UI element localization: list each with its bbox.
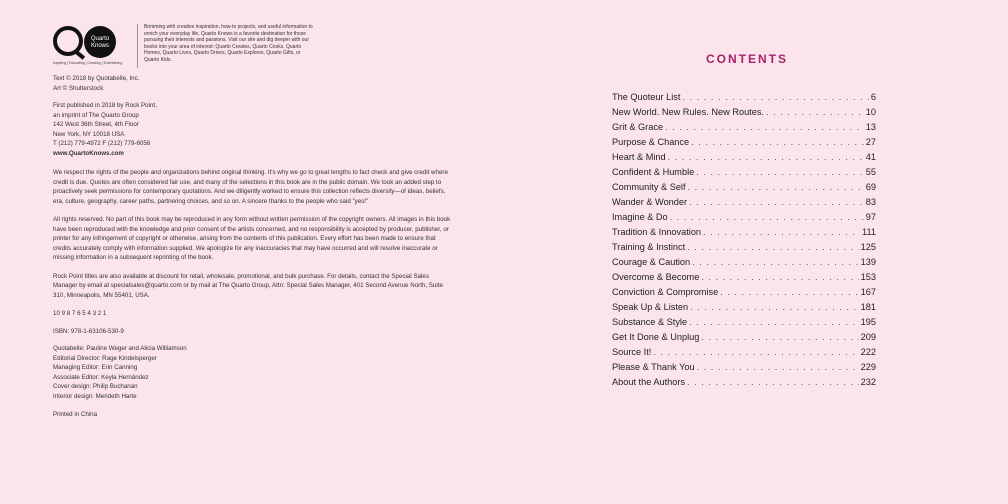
toc-leader-dots bbox=[682, 92, 868, 102]
toc-leader-dots bbox=[668, 152, 864, 162]
publisher-line: New York, NY 10018 USA bbox=[53, 130, 125, 138]
toc-entry-page: 6 bbox=[870, 92, 876, 102]
toc-entry[interactable] bbox=[612, 197, 876, 212]
toc-entry[interactable] bbox=[612, 167, 876, 182]
contents-page bbox=[612, 52, 876, 392]
toc-entry[interactable] bbox=[612, 317, 876, 332]
toc-entry[interactable] bbox=[612, 152, 876, 167]
publisher-line: 142 West 36th Street, 4th Floor bbox=[53, 121, 139, 128]
rights-paragraph: We respect the rights of the people and organizations behind original thinking. It's why we go to great lengths to fact check and give credit where credit is due. Quotes are often considered fair use, and many of the selections in this book are in the public domain. We took an added step to proactively seek permissions for contemporary quotations. And we diligently worked to ensure this collection reflects diversity—of ideas, beliefs, era, culture, geography, career paths, partnering choices, and so on. A sincere thanks to the people who said "yes!" bbox=[53, 169, 448, 205]
toc-entry-label: Imagine & Do bbox=[612, 212, 668, 222]
toc-entry-label: Heart & Mind bbox=[612, 152, 666, 162]
toc-leader-dots bbox=[689, 317, 859, 327]
toc-entry-page: 69 bbox=[865, 182, 876, 192]
toc-entry-page: 55 bbox=[865, 167, 876, 177]
toc-entry-page: 10 bbox=[865, 107, 876, 117]
toc-entry-page: 153 bbox=[860, 272, 876, 282]
toc-leader-dots bbox=[701, 332, 858, 342]
logo-badge: Quarto Knows bbox=[84, 26, 116, 58]
toc-entry-label: Confident & Humble bbox=[612, 167, 695, 177]
toc-entry[interactable] bbox=[612, 287, 876, 302]
toc-entry[interactable] bbox=[612, 107, 876, 122]
q-logo-icon bbox=[53, 26, 83, 56]
credit-line: Text © 2018 by Quotabelle, Inc. bbox=[53, 75, 140, 82]
toc-entry-label: Tradition & Innovation bbox=[612, 227, 702, 237]
contents-title: CONTENTS bbox=[706, 52, 788, 66]
toc-entry-label: The Quoteur List bbox=[612, 92, 681, 102]
toc-entry-page: 181 bbox=[860, 302, 876, 312]
toc-entry-page: 97 bbox=[865, 212, 876, 222]
printed-in: Printed in China bbox=[53, 411, 98, 418]
toc-leader-dots bbox=[665, 122, 864, 132]
toc-entry[interactable] bbox=[612, 137, 876, 152]
toc-entry-label: About the Authors bbox=[612, 377, 686, 387]
publisher-info bbox=[53, 101, 453, 158]
toc-entry-page: 209 bbox=[860, 332, 876, 342]
toc-leader-dots bbox=[688, 182, 864, 192]
toc-entry-page: 229 bbox=[860, 362, 876, 372]
toc-entry-page: 41 bbox=[865, 152, 876, 162]
toc-entry-label: Overcome & Become bbox=[612, 272, 700, 282]
staff-credits bbox=[53, 344, 453, 401]
toc-entry-page: 27 bbox=[865, 137, 876, 147]
toc-entry[interactable] bbox=[612, 362, 876, 377]
toc-leader-dots bbox=[766, 107, 864, 117]
copyright-page bbox=[53, 24, 453, 420]
rights-paragraph: All rights reserved. No part of this book may be reproduced in any form without written permission of the copyright owners. All images in this book have been reproduced with the knowledge and prior consent of the artists concerned, and no responsibility is accepted by producer, publisher, or printer for any infringement of copyright or otherwise, arising from the contents of this publication. Every effort has been made to ensure that credits accurately comply with information supplied. We apologize for any inaccuracies that may have occurred and will resolve inaccurate or missing information in a subsequent reprinting of the book. bbox=[53, 216, 451, 261]
staff-line: Managing Editor: Erin Canning bbox=[53, 364, 138, 371]
quarto-logo bbox=[53, 24, 135, 64]
staff-line: Cover design: Philip Buchanan bbox=[53, 383, 138, 390]
toc-entry-page: 13 bbox=[865, 122, 876, 132]
toc-leader-dots bbox=[670, 212, 864, 222]
credit-line: Art © Shutterstock bbox=[53, 84, 104, 92]
sales-paragraph: Rock Point titles are also available at discount for retail, wholesale, promotional, and bulk purchase. For details, contact the Special Sales Manager by email at specialsales@quarto.com or by mail at The Quarto Group, Attn: Special Sales Manager, 401 Second Avenue North, Suite 310, Minneapolis, MN 55401, USA. bbox=[53, 272, 443, 299]
publisher-blurb: Brimming with creative inspiration, how-to projects, and useful information to enrich your everyday life, Quarto Knows is a favorite destination for those pursuing their interests and passions. Visit our site and dig deeper with our books into your area of interest: Quarto Creates, Quarto Cooks, Quarto Homes, Quarto Lives, Quarto Drives, Quarto Explores, Quarto Gifts, or Quarto Kids. bbox=[144, 24, 313, 63]
toc-leader-dots bbox=[692, 257, 859, 267]
staff-line: Interior design: Merideth Harte bbox=[53, 392, 137, 400]
toc-entry-label: New World. New Rules. New Routes. bbox=[612, 107, 764, 117]
toc-entry[interactable] bbox=[612, 212, 876, 227]
toc-entry[interactable] bbox=[612, 122, 876, 137]
toc-entry-page: 167 bbox=[860, 287, 876, 297]
table-of-contents bbox=[612, 92, 876, 392]
toc-entry-page: 111 bbox=[862, 227, 876, 237]
toc-entry-label: Grit & Grace bbox=[612, 122, 664, 132]
print-line: 10 9 8 7 6 5 4 3 2 1 bbox=[53, 310, 107, 317]
toc-leader-dots bbox=[691, 137, 864, 147]
credits bbox=[53, 74, 453, 93]
staff-line: Associate Editor: Keyla Hernández bbox=[53, 373, 149, 381]
toc-entry-page: 222 bbox=[860, 347, 876, 357]
toc-leader-dots bbox=[687, 242, 858, 252]
toc-entry-page: 125 bbox=[860, 242, 876, 252]
staff-line: Editorial Director: Rage Kindelsperger bbox=[53, 354, 157, 362]
toc-leader-dots bbox=[701, 272, 858, 282]
toc-leader-dots bbox=[703, 227, 860, 237]
toc-entry[interactable] bbox=[612, 377, 876, 392]
toc-leader-dots bbox=[696, 167, 864, 177]
toc-entry[interactable] bbox=[612, 242, 876, 257]
toc-entry-label: Get It Done & Unplug bbox=[612, 332, 700, 342]
toc-leader-dots bbox=[689, 197, 864, 207]
toc-entry-label: Training & Instinct bbox=[612, 242, 686, 252]
toc-entry-label: Substance & Style bbox=[612, 317, 688, 327]
toc-leader-dots bbox=[697, 362, 859, 372]
toc-entry[interactable] bbox=[612, 302, 876, 317]
publisher-line: First published in 2018 by Rock Point, bbox=[53, 102, 157, 109]
toc-entry-label: Courage & Caution bbox=[612, 257, 691, 267]
toc-entry-label: Community & Self bbox=[612, 182, 686, 192]
staff-line: Quotabelle: Pauline Weger and Alicia Williamson bbox=[53, 345, 187, 352]
toc-entry[interactable] bbox=[612, 347, 876, 362]
toc-entry[interactable] bbox=[612, 272, 876, 287]
publisher-header bbox=[53, 24, 453, 68]
toc-entry[interactable] bbox=[612, 182, 876, 197]
toc-entry[interactable] bbox=[612, 257, 876, 272]
toc-entry[interactable] bbox=[612, 227, 876, 242]
toc-leader-dots bbox=[653, 347, 858, 357]
toc-entry-label: Conviction & Compromise bbox=[612, 287, 719, 297]
publisher-line: an imprint of The Quarto Group bbox=[53, 111, 139, 119]
toc-entry-label: Speak Up & Listen bbox=[612, 302, 689, 312]
toc-entry-label: Please & Thank You bbox=[612, 362, 695, 372]
toc-entry-label: Source It! bbox=[612, 347, 652, 357]
logo-tagline: Inspiring | Educating | Creating | Entertaining bbox=[53, 61, 123, 65]
toc-entry-label: Purpose & Chance bbox=[612, 137, 690, 147]
toc-entry-label: Wander & Wonder bbox=[612, 197, 688, 207]
toc-entry[interactable] bbox=[612, 332, 876, 347]
toc-entry-page: 139 bbox=[860, 257, 876, 267]
toc-entry[interactable] bbox=[612, 92, 876, 107]
toc-entry-page: 232 bbox=[860, 377, 876, 387]
divider bbox=[137, 24, 138, 68]
toc-leader-dots bbox=[687, 377, 859, 387]
toc-leader-dots bbox=[690, 302, 859, 312]
isbn: ISBN: 978-1-63106-530-9 bbox=[53, 327, 124, 335]
publisher-website[interactable]: www.QuartoKnows.com bbox=[53, 149, 124, 157]
publisher-phone: T (212) 779-4972 F (212) 779-6058 bbox=[53, 140, 151, 147]
toc-leader-dots bbox=[720, 287, 858, 297]
toc-entry-page: 83 bbox=[865, 197, 876, 207]
toc-entry-page: 195 bbox=[860, 317, 876, 327]
